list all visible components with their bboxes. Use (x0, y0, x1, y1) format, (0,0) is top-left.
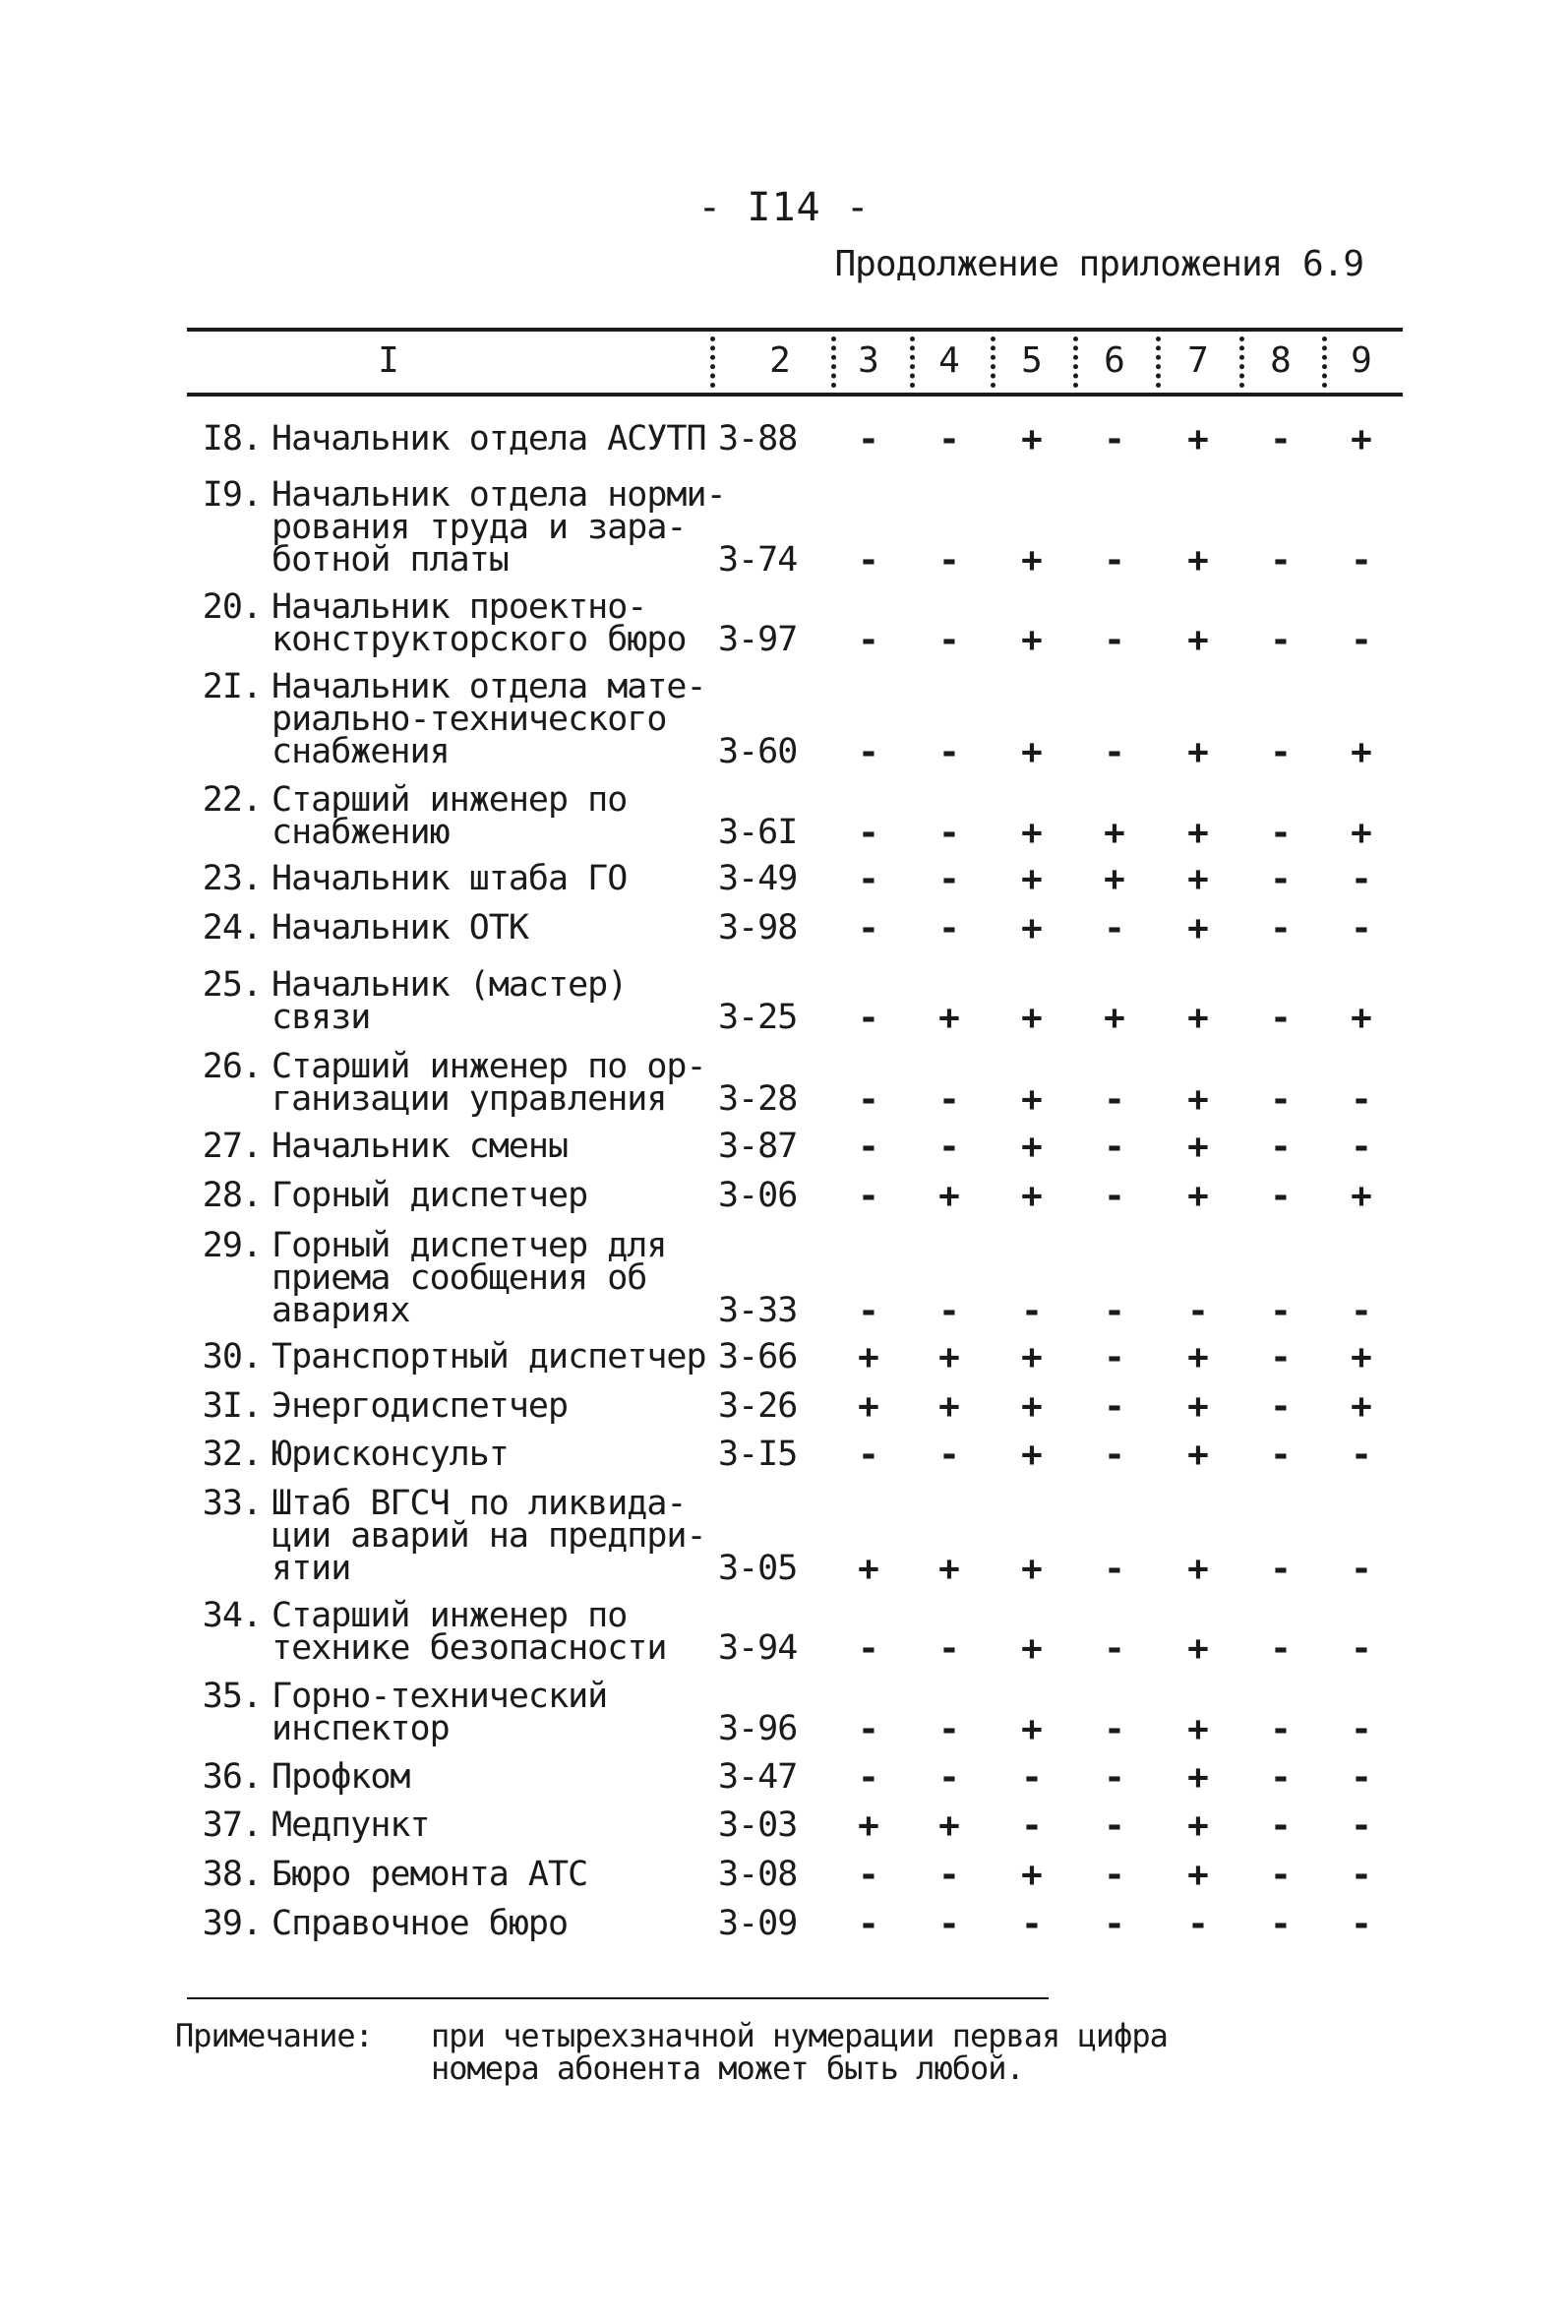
page-number: - I14 - (697, 185, 871, 230)
access-mark-col-9: - (1351, 1549, 1372, 1589)
access-mark-col-4: - (938, 1709, 960, 1749)
subscriber-name: Начальник отдела мате- риально-технического снабжения (271, 667, 706, 771)
access-mark-col-8: - (1270, 1628, 1292, 1669)
row-number: 3I. (202, 1386, 262, 1426)
access-mark-col-8: - (1270, 1127, 1292, 1167)
phone-code: 3-97 (718, 620, 798, 659)
access-mark-col-3: - (858, 908, 879, 948)
access-mark-col-8: - (1270, 1855, 1292, 1895)
access-mark-col-9: - (1351, 1291, 1372, 1331)
access-mark-col-8: - (1270, 1291, 1292, 1331)
note-label: Примечание: (175, 2017, 373, 2054)
subscriber-name: Начальник отдела АСУТП (271, 419, 706, 459)
access-mark-col-7: + (1187, 813, 1209, 853)
access-mark-col-5: + (1021, 1386, 1043, 1427)
subscriber-name: Транспортный диспетчер (271, 1337, 706, 1376)
access-mark-col-7: - (1187, 1291, 1209, 1331)
phone-code: 3-25 (718, 998, 798, 1037)
row-number: 33. (202, 1484, 262, 1523)
subscriber-name: Начальник смены (271, 1127, 569, 1166)
access-mark-col-7: + (1187, 998, 1209, 1038)
access-mark-col-9: + (1351, 1337, 1372, 1377)
access-mark-col-5: + (1021, 732, 1043, 772)
row-number: 27. (202, 1127, 262, 1166)
column-separator (910, 336, 915, 388)
access-mark-col-4: - (938, 1757, 960, 1798)
access-mark-col-8: - (1270, 1176, 1292, 1216)
access-mark-col-8: - (1270, 859, 1292, 899)
column-separator (1073, 336, 1078, 388)
access-mark-col-7: + (1187, 540, 1209, 581)
access-mark-col-4: - (938, 540, 960, 581)
access-mark-col-6: - (1104, 1549, 1125, 1589)
phone-code: 3-87 (718, 1127, 798, 1166)
subscriber-name: Горно-технический инспектор (271, 1677, 608, 1748)
column-separator (831, 336, 836, 388)
access-mark-col-9: - (1351, 540, 1372, 581)
access-mark-col-7: + (1187, 1176, 1209, 1216)
phone-code: 3-08 (718, 1855, 798, 1894)
subscriber-name: Бюро ремонта АТС (271, 1855, 588, 1894)
subscriber-name: Штаб ВГСЧ по ликвида- ции аварий на предпри- ятии (271, 1484, 706, 1588)
access-mark-col-3: - (858, 620, 879, 660)
access-mark-col-3: + (858, 1805, 879, 1846)
access-mark-col-9: + (1351, 813, 1372, 853)
continuation-heading: Продолжение приложения 6.9 (834, 244, 1363, 284)
access-mark-col-8: - (1270, 1079, 1292, 1120)
column-header-6: 6 (1104, 340, 1125, 381)
access-mark-col-7: + (1187, 1337, 1209, 1377)
row-number: 38. (202, 1855, 262, 1894)
access-mark-col-7: + (1187, 1435, 1209, 1475)
access-mark-col-6: - (1104, 1855, 1125, 1895)
access-mark-col-5: + (1021, 859, 1043, 899)
column-header-3: 3 (858, 340, 879, 381)
access-mark-col-8: - (1270, 908, 1292, 948)
access-mark-col-7: + (1187, 1549, 1209, 1589)
phone-code: 3-6I (718, 813, 798, 852)
access-mark-col-6: - (1104, 1904, 1125, 1944)
access-mark-col-3: - (858, 859, 879, 899)
access-mark-col-5: - (1021, 1757, 1043, 1798)
access-mark-col-3: + (858, 1386, 879, 1427)
access-mark-col-6: + (1104, 998, 1125, 1038)
access-mark-col-7: + (1187, 732, 1209, 772)
note-rule (187, 1997, 1049, 1999)
row-number: 39. (202, 1904, 262, 1943)
access-mark-col-5: + (1021, 1435, 1043, 1475)
access-mark-col-6: - (1104, 1805, 1125, 1846)
access-mark-col-4: + (938, 1176, 960, 1216)
access-mark-col-5: + (1021, 908, 1043, 948)
access-mark-col-4: - (938, 1435, 960, 1475)
access-mark-col-4: - (938, 1127, 960, 1167)
subscriber-name: Начальник проектно- конструкторского бюро (271, 587, 687, 659)
access-mark-col-4: - (938, 1628, 960, 1669)
column-header-8: 8 (1270, 340, 1292, 381)
access-mark-col-6: - (1104, 1291, 1125, 1331)
access-mark-col-5: + (1021, 1709, 1043, 1749)
access-mark-col-3: - (858, 1435, 879, 1475)
access-mark-col-6: - (1104, 1079, 1125, 1120)
row-number: 36. (202, 1757, 262, 1797)
phone-code: 3-98 (718, 908, 798, 948)
subscriber-name: Старший инженер по снабжению (271, 780, 628, 852)
row-number: 23. (202, 859, 262, 898)
access-mark-col-4: + (938, 998, 960, 1038)
access-mark-col-8: - (1270, 1337, 1292, 1377)
phone-code: 3-26 (718, 1386, 798, 1426)
access-mark-col-3: - (858, 1855, 879, 1895)
access-mark-col-5: + (1021, 1079, 1043, 1120)
access-mark-col-7: + (1187, 419, 1209, 459)
access-mark-col-9: - (1351, 1805, 1372, 1846)
access-mark-col-9: - (1351, 1127, 1372, 1167)
access-mark-col-8: - (1270, 419, 1292, 459)
subscriber-name: Справочное бюро (271, 1904, 569, 1943)
subscriber-name: Энергодиспетчер (271, 1386, 569, 1426)
access-mark-col-6: - (1104, 620, 1125, 660)
table-top-rule (187, 328, 1403, 332)
access-mark-col-4: - (938, 1079, 960, 1120)
access-mark-col-3: - (858, 732, 879, 772)
phone-code: 3-47 (718, 1757, 798, 1797)
row-number: 20. (202, 587, 262, 627)
subscriber-name: Горный диспетчер (271, 1176, 588, 1215)
access-mark-col-9: + (1351, 1176, 1372, 1216)
access-mark-col-7: + (1187, 1709, 1209, 1749)
access-mark-col-6: - (1104, 1709, 1125, 1749)
phone-code: 3-28 (718, 1079, 798, 1119)
access-mark-col-8: - (1270, 540, 1292, 581)
access-mark-col-9: - (1351, 1079, 1372, 1120)
row-number: 29. (202, 1226, 262, 1265)
access-mark-col-5: + (1021, 419, 1043, 459)
column-header-9: 9 (1351, 340, 1372, 381)
row-number: 28. (202, 1176, 262, 1215)
access-mark-col-3: - (858, 1127, 879, 1167)
access-mark-col-7: + (1187, 1386, 1209, 1427)
access-mark-col-6: - (1104, 1176, 1125, 1216)
access-mark-col-6: + (1104, 813, 1125, 853)
access-mark-col-5: + (1021, 1337, 1043, 1377)
access-mark-col-9: - (1351, 859, 1372, 899)
phone-code: 3-94 (718, 1628, 798, 1668)
column-separator (710, 336, 715, 388)
column-header-7: 7 (1187, 340, 1209, 381)
access-mark-col-5: + (1021, 1176, 1043, 1216)
row-number: 32. (202, 1435, 262, 1474)
access-mark-col-7: + (1187, 1757, 1209, 1798)
access-mark-col-6: - (1104, 1757, 1125, 1798)
access-mark-col-4: - (938, 419, 960, 459)
subscriber-name: Начальник штаба ГО (271, 859, 628, 898)
access-mark-col-3: - (858, 1291, 879, 1331)
access-mark-col-7: - (1187, 1904, 1209, 1944)
access-mark-col-7: + (1187, 1805, 1209, 1846)
subscriber-name: Юрисконсульт (271, 1435, 509, 1474)
column-separator (1156, 336, 1161, 388)
column-header-1: I (378, 340, 399, 381)
row-number: 2I. (202, 667, 262, 706)
access-mark-col-5: + (1021, 998, 1043, 1038)
access-mark-col-9: - (1351, 1757, 1372, 1798)
subscriber-name: Профком (271, 1757, 410, 1797)
phone-code: 3-74 (718, 540, 798, 580)
access-mark-col-5: + (1021, 1628, 1043, 1669)
row-number: I9. (202, 475, 262, 515)
access-mark-col-3: - (858, 998, 879, 1038)
access-mark-col-7: + (1187, 1079, 1209, 1120)
access-mark-col-9: + (1351, 732, 1372, 772)
phone-code: 3-05 (718, 1549, 798, 1588)
access-mark-col-5: - (1021, 1904, 1043, 1944)
access-mark-col-4: + (938, 1549, 960, 1589)
access-mark-col-3: - (858, 813, 879, 853)
access-mark-col-7: + (1187, 1127, 1209, 1167)
phone-code: 3-03 (718, 1805, 798, 1845)
access-mark-col-6: - (1104, 1127, 1125, 1167)
access-mark-col-9: + (1351, 998, 1372, 1038)
access-mark-col-8: - (1270, 732, 1292, 772)
access-mark-col-9: + (1351, 419, 1372, 459)
access-mark-col-7: + (1187, 1628, 1209, 1669)
access-mark-col-9: - (1351, 1904, 1372, 1944)
access-mark-col-6: - (1104, 1435, 1125, 1475)
column-separator (991, 336, 995, 388)
column-separator (1322, 336, 1327, 388)
access-mark-col-5: + (1021, 620, 1043, 660)
access-mark-col-8: - (1270, 1435, 1292, 1475)
access-mark-col-6: - (1104, 1628, 1125, 1669)
access-mark-col-7: + (1187, 620, 1209, 660)
subscriber-name: Начальник (мастер) связи (271, 965, 628, 1037)
access-mark-col-3: - (858, 1079, 879, 1120)
row-number: 22. (202, 780, 262, 820)
phone-code: 3-I5 (718, 1435, 798, 1474)
phone-code: 3-06 (718, 1176, 798, 1215)
access-mark-col-8: - (1270, 620, 1292, 660)
access-mark-col-6: - (1104, 732, 1125, 772)
row-number: 25. (202, 965, 262, 1005)
access-mark-col-9: - (1351, 620, 1372, 660)
subscriber-name: Медпункт (271, 1805, 430, 1845)
column-separator (1239, 336, 1244, 388)
access-mark-col-7: + (1187, 1855, 1209, 1895)
phone-code: 3-88 (718, 419, 798, 459)
row-number: 35. (202, 1677, 262, 1716)
access-mark-col-8: - (1270, 813, 1292, 853)
phone-code: 3-96 (718, 1709, 798, 1748)
table-header-rule (187, 393, 1403, 397)
access-mark-col-6: + (1104, 859, 1125, 899)
phone-code: 3-49 (718, 859, 798, 898)
subscriber-name: Начальник отдела норми- рования труда и зара- ботной платы (271, 475, 726, 580)
access-mark-col-4: - (938, 732, 960, 772)
phone-code: 3-60 (718, 732, 798, 771)
access-mark-col-4: - (938, 1855, 960, 1895)
access-mark-col-5: + (1021, 1127, 1043, 1167)
phone-code: 3-09 (718, 1904, 798, 1943)
column-header-5: 5 (1021, 340, 1043, 381)
access-mark-col-6: - (1104, 419, 1125, 459)
access-mark-col-3: + (858, 1337, 879, 1377)
access-mark-col-4: + (938, 1805, 960, 1846)
access-mark-col-4: + (938, 1337, 960, 1377)
access-mark-col-5: - (1021, 1805, 1043, 1846)
access-mark-col-9: + (1351, 1386, 1372, 1427)
access-mark-col-4: - (938, 620, 960, 660)
access-mark-col-5: - (1021, 1291, 1043, 1331)
access-mark-col-3: - (858, 540, 879, 581)
access-mark-col-6: - (1104, 908, 1125, 948)
access-mark-col-6: - (1104, 1337, 1125, 1377)
row-number: 24. (202, 908, 262, 948)
access-mark-col-7: + (1187, 908, 1209, 948)
row-number: I8. (202, 419, 262, 459)
column-header-4: 4 (938, 340, 960, 381)
row-number: 26. (202, 1047, 262, 1086)
access-mark-col-4: + (938, 1386, 960, 1427)
access-mark-col-9: - (1351, 1709, 1372, 1749)
access-mark-col-8: - (1270, 1805, 1292, 1846)
access-mark-col-5: + (1021, 1549, 1043, 1589)
row-number: 30. (202, 1337, 262, 1376)
access-mark-col-9: - (1351, 908, 1372, 948)
access-mark-col-5: + (1021, 540, 1043, 581)
access-mark-col-7: + (1187, 859, 1209, 899)
access-mark-col-8: - (1270, 1549, 1292, 1589)
access-mark-col-4: - (938, 813, 960, 853)
access-mark-col-9: - (1351, 1628, 1372, 1669)
phone-code: 3-66 (718, 1337, 798, 1376)
access-mark-col-4: - (938, 1904, 960, 1944)
access-mark-col-3: + (858, 1549, 879, 1589)
phone-code: 3-33 (718, 1291, 798, 1330)
row-number: 34. (202, 1596, 262, 1635)
subscriber-name: Горный диспетчер для приема сообщения об авариях (271, 1226, 667, 1330)
access-mark-col-8: - (1270, 1757, 1292, 1798)
access-mark-col-4: - (938, 1291, 960, 1331)
subscriber-name: Начальник ОТК (271, 908, 528, 948)
subscriber-name: Старший инженер по ор- ганизации управления (271, 1047, 706, 1119)
access-mark-col-5: + (1021, 1855, 1043, 1895)
access-mark-col-8: - (1270, 998, 1292, 1038)
access-mark-col-4: - (938, 908, 960, 948)
access-mark-col-4: - (938, 859, 960, 899)
access-mark-col-3: - (858, 1757, 879, 1798)
access-mark-col-9: - (1351, 1855, 1372, 1895)
access-mark-col-5: + (1021, 813, 1043, 853)
access-mark-col-8: - (1270, 1709, 1292, 1749)
access-mark-col-3: - (858, 419, 879, 459)
access-mark-col-6: - (1104, 1386, 1125, 1427)
access-mark-col-3: - (858, 1628, 879, 1669)
note-text: при четырехзначной нумерации первая цифра номера абонента может быть любой. (431, 2017, 1168, 2087)
column-header-2: 2 (769, 340, 791, 381)
row-number: 37. (202, 1805, 262, 1845)
access-mark-col-6: - (1104, 540, 1125, 581)
access-mark-col-3: - (858, 1709, 879, 1749)
access-mark-col-8: - (1270, 1386, 1292, 1427)
access-mark-col-8: - (1270, 1904, 1292, 1944)
access-mark-col-3: - (858, 1904, 879, 1944)
access-mark-col-3: - (858, 1176, 879, 1216)
subscriber-name: Старший инженер по технике безопасности (271, 1596, 667, 1668)
access-mark-col-9: - (1351, 1435, 1372, 1475)
